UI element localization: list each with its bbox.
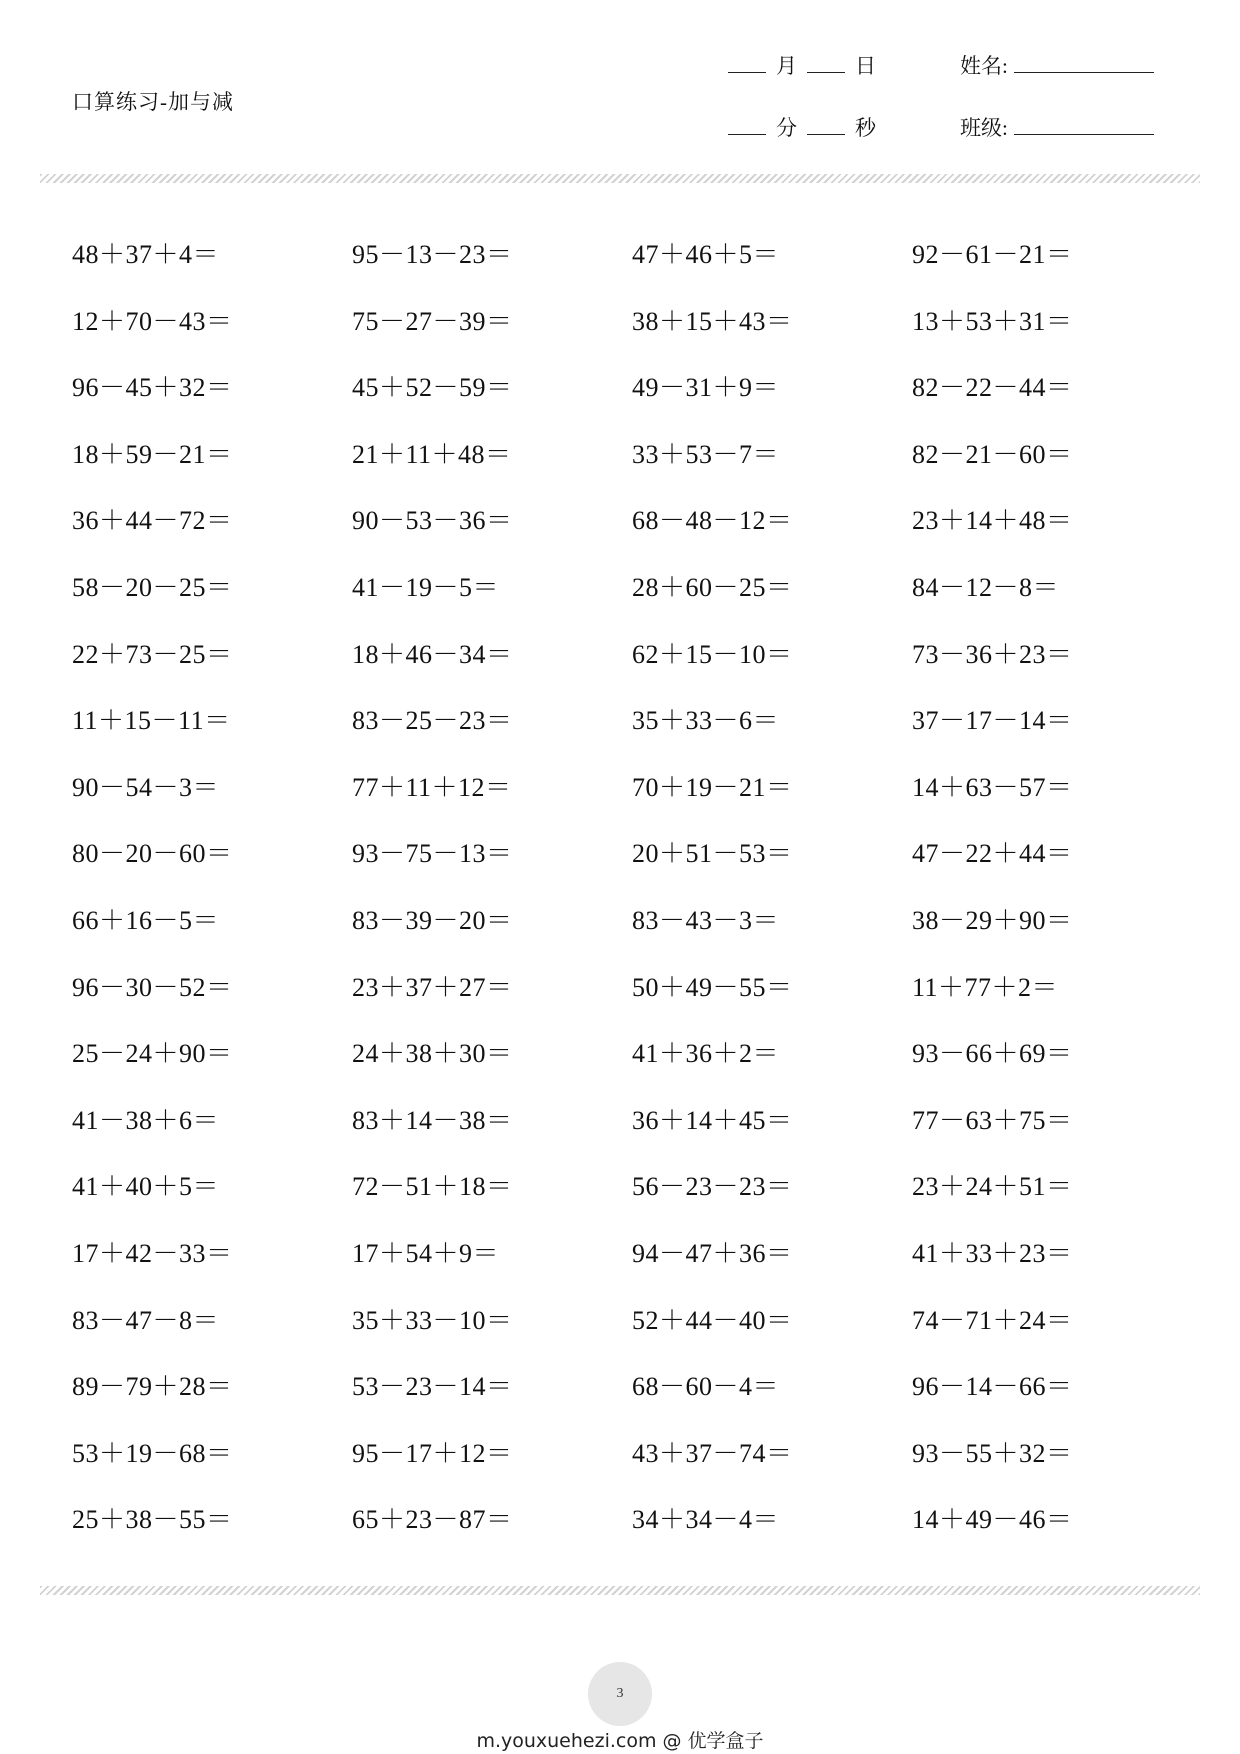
problem-item: 36＋44－72＝ xyxy=(72,506,233,536)
worksheet-title: 口算练习-加与减 xyxy=(72,90,234,114)
problem-item: 24＋38＋30＝ xyxy=(352,1039,513,1069)
problem-item: 93－75－13＝ xyxy=(352,839,513,869)
month-unit: 月 xyxy=(776,54,797,78)
problem-item: 53＋19－68＝ xyxy=(72,1438,233,1468)
problem-item: 96－45＋32＝ xyxy=(72,373,233,403)
problem-item: 23＋14＋48＝ xyxy=(912,506,1073,536)
problem-item: 41－19－5＝ xyxy=(352,572,500,602)
problem-item: 23＋24＋51＝ xyxy=(912,1172,1073,1202)
class-blank[interactable] xyxy=(1014,118,1154,135)
problem-item: 77＋11＋12＝ xyxy=(352,772,512,802)
problem-item: 93－55＋32＝ xyxy=(912,1438,1073,1468)
problem-item: 72－51＋18＝ xyxy=(352,1172,513,1202)
problem-item: 11＋77＋2＝ xyxy=(912,972,1059,1002)
problem-item: 90－54－3＝ xyxy=(72,772,220,802)
problem-item: 48＋37＋4＝ xyxy=(72,240,220,269)
problem-item: 83＋14－38＝ xyxy=(352,1105,513,1135)
second-unit: 秒 xyxy=(855,116,876,140)
problem-item: 62＋15－10＝ xyxy=(632,639,793,669)
problem-item: 11＋15－11＝ xyxy=(72,706,231,736)
problem-item: 66＋16－5＝ xyxy=(72,905,220,935)
problem-item: 21＋11＋48＝ xyxy=(352,439,512,469)
problem-item: 82－21－60＝ xyxy=(912,439,1073,469)
problem-item: 35＋33－10＝ xyxy=(352,1305,513,1335)
minute-unit: 分 xyxy=(776,116,797,140)
month-blank[interactable] xyxy=(728,56,766,73)
problem-item: 83－25－23＝ xyxy=(352,706,513,736)
problem-item: 14＋63－57＝ xyxy=(912,772,1073,802)
problem-item: 13＋53＋31＝ xyxy=(912,306,1073,336)
day-unit: 日 xyxy=(855,54,876,78)
time-row xyxy=(728,112,1154,142)
problem-item: 47－22＋44＝ xyxy=(912,839,1073,869)
problem-item: 52＋44－40＝ xyxy=(632,1305,793,1335)
problem-item: 68－48－12＝ xyxy=(632,506,793,536)
problem-item: 41＋36＋2＝ xyxy=(632,1039,780,1069)
problem-item: 12＋70－43＝ xyxy=(72,306,233,336)
problem-item: 33＋53－7＝ xyxy=(632,439,780,469)
problem-item: 18＋59－21＝ xyxy=(72,439,233,469)
problem-item: 18＋46－34＝ xyxy=(352,639,513,669)
problem-item: 56－23－23＝ xyxy=(632,1172,793,1202)
problem-item: 50＋49－55＝ xyxy=(632,972,793,1002)
problem-item: 43＋37－74＝ xyxy=(632,1438,793,1468)
problem-item: 53－23－14＝ xyxy=(352,1372,513,1402)
problem-item: 14＋49－46＝ xyxy=(912,1505,1073,1535)
problem-item: 28＋60－25＝ xyxy=(632,572,793,602)
problem-item: 95－13－23＝ xyxy=(352,240,513,269)
class-label: 班级: xyxy=(960,116,1008,140)
problem-grid xyxy=(72,222,1192,1554)
day-blank[interactable] xyxy=(807,56,845,73)
problem-item: 35＋33－6＝ xyxy=(632,706,780,736)
problem-item: 89－79＋28＝ xyxy=(72,1372,233,1402)
minute-blank[interactable] xyxy=(728,118,766,135)
problem-item: 80－20－60＝ xyxy=(72,839,233,869)
second-blank[interactable] xyxy=(807,118,845,135)
problem-item: 65＋23－87＝ xyxy=(352,1505,513,1535)
page-number: 3 xyxy=(588,1662,652,1726)
bottom-divider xyxy=(40,1586,1200,1595)
problem-item: 68－60－4＝ xyxy=(632,1372,780,1402)
problem-item: 70＋19－21＝ xyxy=(632,772,793,802)
problem-item: 34＋34－4＝ xyxy=(632,1505,780,1535)
problem-item: 45＋52－59＝ xyxy=(352,373,513,403)
problem-item: 93－66＋69＝ xyxy=(912,1039,1073,1069)
problem-item: 84－12－8＝ xyxy=(912,572,1060,602)
name-label: 姓名: xyxy=(960,54,1008,78)
problem-item: 95－17＋12＝ xyxy=(352,1438,513,1468)
problem-item: 41＋40＋5＝ xyxy=(72,1172,220,1202)
problem-item: 36＋14＋45＝ xyxy=(632,1105,793,1135)
problem-item: 96－14－66＝ xyxy=(912,1372,1073,1402)
problem-item: 25－24＋90＝ xyxy=(72,1039,233,1069)
problem-item: 41＋33＋23＝ xyxy=(912,1238,1073,1268)
problem-item: 25＋38－55＝ xyxy=(72,1505,233,1535)
problem-item: 74－71＋24＝ xyxy=(912,1305,1073,1335)
problem-item: 38＋15＋43＝ xyxy=(632,306,793,336)
problem-item: 22＋73－25＝ xyxy=(72,639,233,669)
problem-item: 49－31＋9＝ xyxy=(632,373,780,403)
problem-item: 92－61－21＝ xyxy=(912,240,1073,269)
problem-item: 82－22－44＝ xyxy=(912,373,1073,403)
problem-item: 17＋42－33＝ xyxy=(72,1238,233,1268)
problem-item: 58－20－25＝ xyxy=(72,572,233,602)
problem-item: 38－29＋90＝ xyxy=(912,905,1073,935)
problem-item: 96－30－52＝ xyxy=(72,972,233,1002)
date-row xyxy=(728,50,1154,80)
problem-item: 90－53－36＝ xyxy=(352,506,513,536)
problem-item: 41－38＋6＝ xyxy=(72,1105,220,1135)
problem-item: 47＋46＋5＝ xyxy=(632,240,780,269)
problem-item: 94－47＋36＝ xyxy=(632,1238,793,1268)
problem-item: 83－39－20＝ xyxy=(352,905,513,935)
problem-item: 73－36＋23＝ xyxy=(912,639,1073,669)
problem-item: 83－43－3＝ xyxy=(632,905,780,935)
problem-item: 77－63＋75＝ xyxy=(912,1105,1073,1135)
top-divider xyxy=(40,174,1200,183)
name-blank[interactable] xyxy=(1014,56,1154,73)
problem-item: 20＋51－53＝ xyxy=(632,839,793,869)
problem-item: 75－27－39＝ xyxy=(352,306,513,336)
problem-item: 23＋37＋27＝ xyxy=(352,972,513,1002)
footer-site-text: m.youxuehezi.com @ 优学盒子 xyxy=(476,1730,764,1752)
problem-item: 17＋54＋9＝ xyxy=(352,1238,500,1268)
problem-item: 83－47－8＝ xyxy=(72,1305,220,1335)
problem-item: 37－17－14＝ xyxy=(912,706,1073,736)
